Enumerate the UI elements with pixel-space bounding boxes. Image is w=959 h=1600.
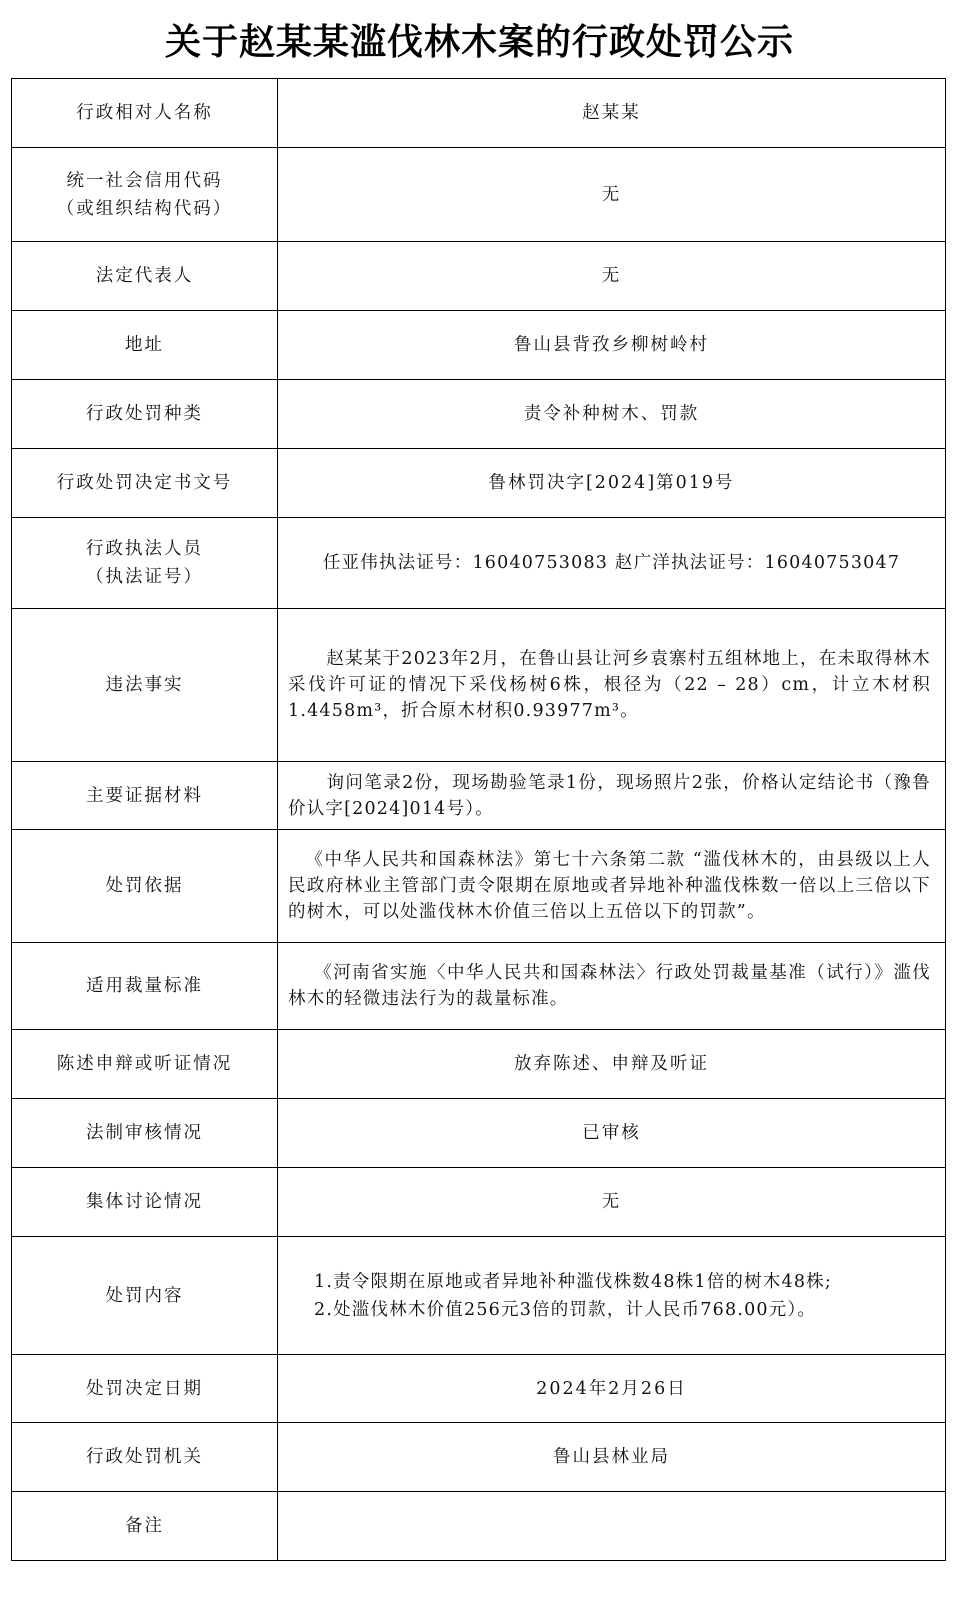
row-label: 行政相对人名称 xyxy=(12,79,278,148)
row-value: 无 xyxy=(278,148,946,242)
row-value: 任亚伟执法证号：16040753083 赵广洋执法证号：16040753047 xyxy=(278,518,946,609)
table-row xyxy=(12,242,946,311)
row-value: 放弃陈述、申辩及听证 xyxy=(278,1030,946,1099)
row-label-line: 行政执法人员 xyxy=(86,539,203,559)
row-label: 行政处罚机关 xyxy=(12,1423,278,1492)
penalty-item: 1.责令限期在原地或者异地补种滥伐株数48株1倍的树木48株; xyxy=(314,1271,832,1292)
row-value: 无 xyxy=(278,1168,946,1237)
penalty-table xyxy=(11,78,946,1561)
row-label-line: （执法证号） xyxy=(86,567,203,587)
row-value: 询问笔录2份，现场勘验笔录1份，现场照片2张，价格认定结论书（豫鲁价认字[2024]014号）。 xyxy=(278,762,946,830)
row-value: 鲁山县背孜乡柳树岭村 xyxy=(278,311,946,380)
row-label: 集体讨论情况 xyxy=(12,1168,278,1237)
table-row xyxy=(12,311,946,380)
row-value: 《河南省实施〈中华人民共和国森林法〉行政处罚裁量基准（试行）》滥伐林木的轻微违法行为的裁量标准。 xyxy=(278,943,946,1030)
table-row xyxy=(12,1099,946,1168)
table-row xyxy=(12,518,946,609)
table-row xyxy=(12,609,946,762)
table-row xyxy=(12,1492,946,1561)
table-row xyxy=(12,1423,946,1492)
row-label: 地址 xyxy=(12,311,278,380)
table-row xyxy=(12,762,946,830)
row-label: 法制审核情况 xyxy=(12,1099,278,1168)
table-row xyxy=(12,1168,946,1237)
row-value: 鲁山县林业局 xyxy=(278,1423,946,1492)
row-label: 行政处罚决定书文号 xyxy=(12,449,278,518)
row-label-line: 统一社会信用代码 xyxy=(66,170,223,191)
table-row xyxy=(12,830,946,943)
table-row xyxy=(12,449,946,518)
row-label: 处罚内容 xyxy=(12,1237,278,1355)
row-value: 鲁林罚决字[2024]第019号 xyxy=(278,449,946,518)
row-value xyxy=(278,1237,946,1355)
table-row xyxy=(12,1355,946,1423)
row-label xyxy=(12,148,278,242)
row-label: 处罚依据 xyxy=(12,830,278,943)
row-label: 行政处罚种类 xyxy=(12,380,278,449)
row-label: 违法事实 xyxy=(12,609,278,762)
page-title: 关于赵某某滥伐林木案的行政处罚公示 xyxy=(164,22,794,63)
table-row xyxy=(12,943,946,1030)
row-value: 无 xyxy=(278,242,946,311)
penalty-item: 2.处滥伐林木价值256元3倍的罚款，计人民币768.00元）。 xyxy=(314,1299,817,1320)
row-label: 主要证据材料 xyxy=(12,762,278,830)
table-row xyxy=(12,1030,946,1099)
row-label: 处罚决定日期 xyxy=(12,1355,278,1423)
row-label xyxy=(12,518,278,609)
row-value: 赵某某 xyxy=(278,79,946,148)
table-row xyxy=(12,380,946,449)
row-value: 《中华人民共和国森林法》第七十六条第二款 “滥伐林木的，由县级以上人民政府林业主管部门责令限期在原地或者异地补种滥伐株数一倍以上三倍以下的树木，可以处滥伐林木价值三倍以上五倍以下的罚款”。 xyxy=(278,830,946,943)
table-row xyxy=(12,148,946,242)
row-label: 陈述申辩或听证情况 xyxy=(12,1030,278,1099)
table-row xyxy=(12,1237,946,1355)
row-value: 已审核 xyxy=(278,1099,946,1168)
row-label: 备注 xyxy=(12,1492,278,1561)
row-label-line: （或组织结构代码） xyxy=(56,198,233,219)
row-value: 赵某某于2023年2月，在鲁山县让河乡袁寨村五组林地上，在未取得林木采伐许可证的情况下采伐杨树6株，根径为（22 – 28）cm，计立木材积1.4458m³，折合原木材积0.93977m³。 xyxy=(278,609,946,762)
row-value: 责令补种树木、罚款 xyxy=(278,380,946,449)
row-value: 2024年2月26日 xyxy=(278,1355,946,1423)
row-value xyxy=(278,1492,946,1561)
row-label: 法定代表人 xyxy=(12,242,278,311)
table-row xyxy=(12,79,946,148)
row-label: 适用裁量标准 xyxy=(12,943,278,1030)
